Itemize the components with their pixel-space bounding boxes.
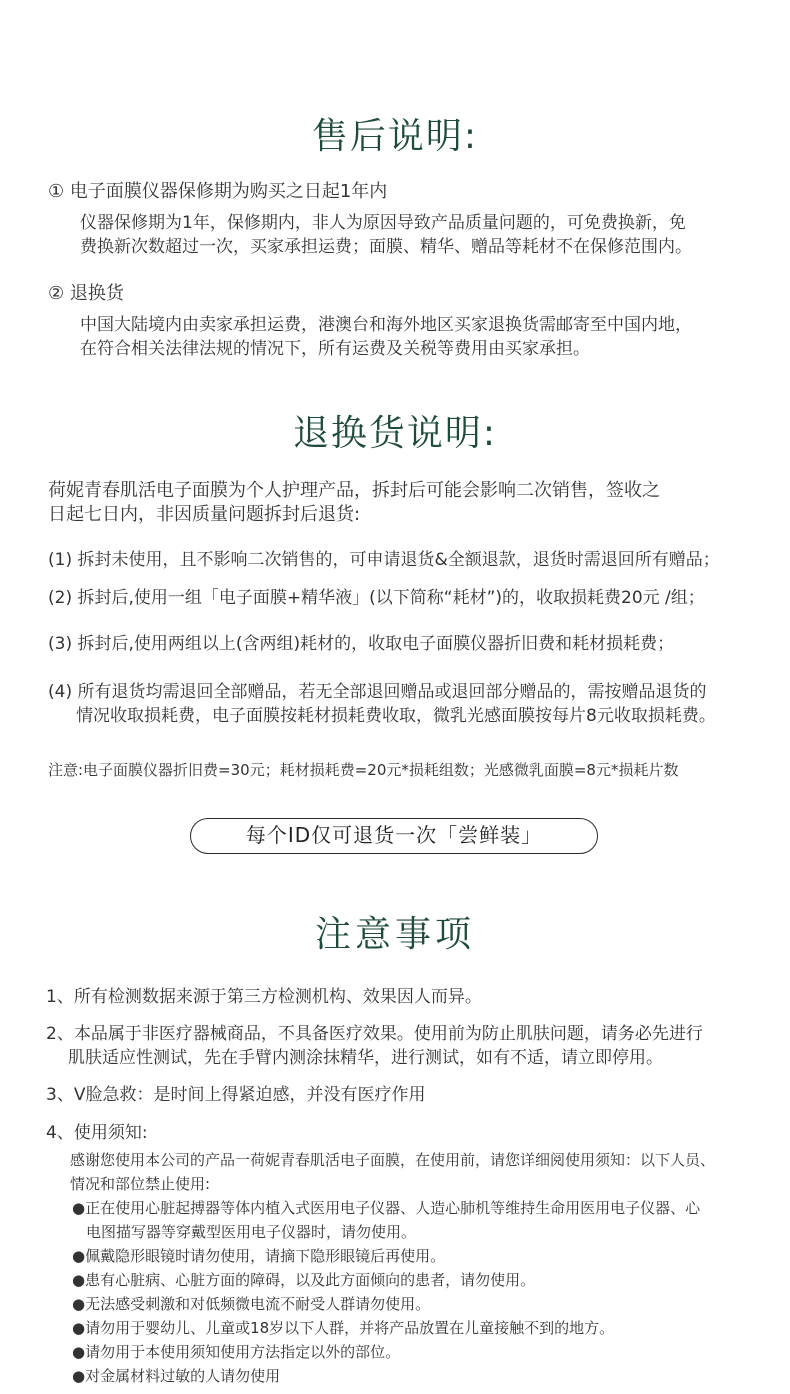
return-rule-1: (1) 拆封未使用，且不影响二次销售的，可申请退货&全额退款，退货时需退回所有赠品； (48, 550, 720, 570)
return-heading: ② 退换货 (48, 283, 124, 304)
contraindication-item: ●对金属材料过敏的人请勿使用 (72, 1367, 281, 1385)
return-intro-line2: 日起七日内，非因质量问题拆封后退货: (48, 504, 361, 525)
contraindication-item: ●患有心脏病、心脏方面的障碍，以及此方面倾向的患者，请勿使用。 (72, 1271, 536, 1289)
usage-intro-line1: 感谢您使用本公司的产品一荷妮青春肌活电子面膜，在使用前，请您详细阅使用须知：以下人员、 (70, 1151, 716, 1169)
return-rule-4-line2: 情况收取损耗费，电子面膜按耗材损耗费收取，微乳光感面膜按每片8元收取损耗费。 (76, 706, 716, 726)
return-rule-3: (3) 拆封后,使用两组以上(含两组)耗材的，收取电子面膜仪器折旧费和耗材损耗费； (48, 634, 675, 654)
notice-item-1: 1、所有检测数据来源于第三方检测机构、效果因人而异。 (46, 987, 482, 1007)
return-rule-4-line1: (4) 所有退货均需退回全部赠品，若无全部退回赠品或退回部分赠品的，需按赠品退货的 (48, 682, 707, 702)
return-rule-2: (2) 拆封后,使用一组「电子面膜+精华液」(以下简称“耗材”)的，收取损耗费20元 /组； (48, 588, 705, 608)
return-text-line2: 在符合相关法律法规的情况下，所有运费及关税等费用由买家承担。 (80, 339, 590, 359)
notice-item-2-line1: 2、本品属于非医疗器械商品，不具备医疗效果。使用前为防止肌肤问题，请务必先进行 (46, 1024, 703, 1044)
notice-item-4: 4、使用须知: (46, 1123, 148, 1143)
section-title-return-policy: 退换货说明: (292, 413, 498, 454)
warranty-text-line1: 仪器保修期为1年，保修期内，非人为原因导致产品质量问题的，可免费换新，免 (80, 213, 686, 233)
return-text-line1: 中国大陆境内由卖家承担运费，港澳台和海外地区买家退换货需邮寄至中国内地， (80, 315, 692, 335)
warranty-text-line2: 费换新次数超过一次，买家承担运费；面膜、精华、赠品等耗材不在保修范围内。 (80, 237, 692, 257)
usage-intro-line2: 情况和部位禁止使用: (70, 1175, 211, 1193)
contraindication-item-cont: 电图描写器等穿戴型医用电子仪器时，请勿使用。 (86, 1223, 417, 1241)
contraindication-item: ●佩戴隐形眼镜时请勿使用，请摘下隐形眼镜后再使用。 (72, 1247, 446, 1265)
fee-note: 注意:电子面膜仪器折旧费=30元；耗材损耗费=20元*损耗组数；光感微乳面膜=8元*损耗片数 (48, 761, 679, 779)
notice-item-3: 3、V脸急救：是时间上得紧迫感，并没有医疗作用 (46, 1085, 426, 1105)
notice-item-2-line2: 肌肤适应性测试，先在手臂内测涂抹精华，进行测试，如有不适，请立即停用。 (68, 1048, 663, 1068)
warranty-heading: ① 电子面膜仪器保修期为购买之日起1年内 (48, 181, 388, 202)
trial-pack-return-badge: 每个ID仅可退货一次「尝鲜装」 (190, 818, 598, 854)
contraindication-item: ●请勿用于婴幼儿、儿童或18岁以下人群，并将产品放置在儿童接触不到的地方。 (72, 1319, 615, 1337)
contraindication-item: ●正在使用心脏起搏器等体内植入式医用电子仪器、人造心肺机等维持生命用医用电子仪器、心 (72, 1199, 701, 1217)
return-intro-line1: 荷妮青春肌活电子面膜为个人护理产品，拆封后可能会影响二次销售，签收之 (48, 480, 660, 501)
section-title-after-sales: 售后说明: (311, 116, 479, 157)
section-title-notices: 注意事项 (314, 914, 475, 955)
contraindication-item: ●请勿用于本使用须知使用方法指定以外的部位。 (72, 1343, 401, 1361)
contraindication-item: ●无法感受刺激和对低频微电流不耐受人群请勿使用。 (72, 1295, 431, 1313)
